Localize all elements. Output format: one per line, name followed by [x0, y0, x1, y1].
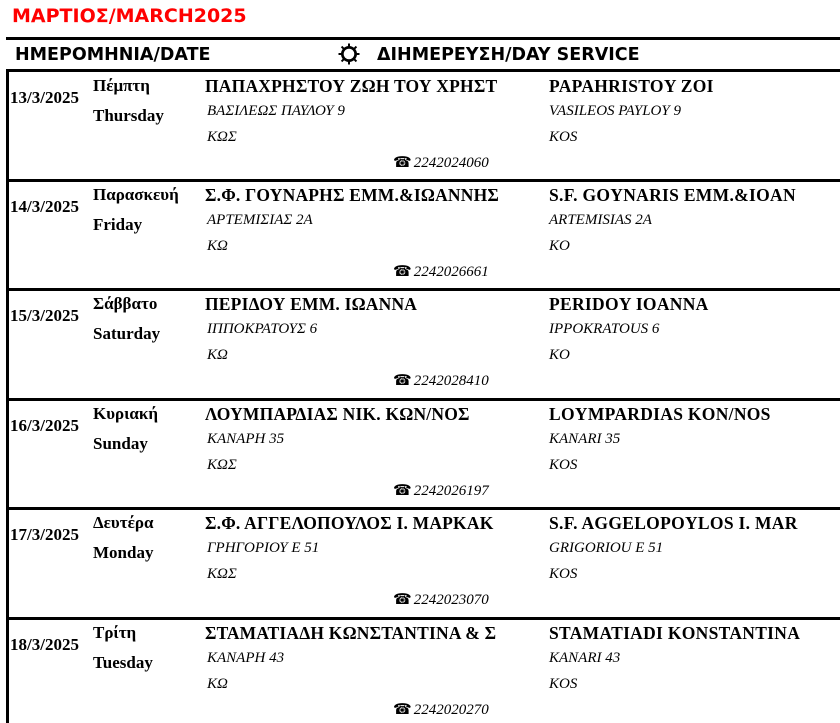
duty-date: 17/3/2025: [10, 525, 79, 544]
city-english: KOS: [549, 566, 578, 582]
pharmacy-name-greek: Σ.Φ. ΓΟΥΝΑΡΗΣ ΕΜΜ.&ΙΩΑΝΝΗΣ: [205, 185, 500, 205]
table-row: [0, 179, 840, 288]
row-divider: [6, 507, 840, 510]
day-name-english: Monday: [93, 543, 154, 562]
telephone-icon: ☎: [393, 373, 412, 389]
day-name-english: Tuesday: [93, 653, 153, 672]
city-english: KO: [549, 238, 570, 254]
sun-gear-icon: [338, 43, 360, 65]
phone-number-text: 2242024060: [413, 155, 489, 171]
table-row: [0, 507, 840, 617]
page-title: ΜΑΡΤΙΟΣ/MARCH2025: [12, 5, 247, 27]
city-greek: ΚΩΣ: [207, 457, 237, 473]
phone-number[interactable]: [393, 262, 489, 281]
day-name-greek: Κυριακή: [93, 404, 158, 423]
header-top-rule: [6, 37, 840, 40]
city-greek: ΚΩ: [207, 238, 228, 254]
phone-number[interactable]: [393, 371, 489, 390]
telephone-icon: ☎: [393, 592, 412, 608]
day-name-greek: Παρασκευή: [93, 185, 179, 204]
city-greek: ΚΩ: [207, 676, 228, 692]
telephone-icon: ☎: [393, 483, 412, 499]
row-divider: [6, 617, 840, 620]
pharmacy-name-english: PAPAHRISTOY ZOI: [549, 76, 714, 96]
row-divider: [6, 288, 840, 291]
duty-date: 18/3/2025: [10, 635, 79, 654]
day-name-greek: Σάββατο: [93, 294, 158, 313]
telephone-icon: ☎: [393, 155, 412, 171]
phone-number-text: 2242026661: [413, 264, 489, 280]
date-column-header: ΗΜΕΡΟΜΗΝΙΑ/DATE: [15, 45, 211, 65]
table-header: [0, 42, 840, 70]
address-english: VASILEOS PAYLOY 9: [549, 103, 681, 119]
day-name-greek: Δευτέρα: [93, 513, 154, 532]
table-row: [0, 617, 840, 723]
table-row: [0, 398, 840, 507]
row-divider: [6, 179, 840, 182]
address-greek: ΓΡΗΓΟΡΙΟΥ Ε 51: [207, 540, 320, 556]
phone-number[interactable]: [393, 481, 489, 500]
address-greek: ΑΡΤΕΜΙΣΙΑΣ 2Α: [207, 212, 313, 228]
row-left-rule: [6, 617, 9, 723]
row-divider: [6, 398, 840, 401]
pharmacy-name-english: S.F. GOYNARIS EMM.&IOAN: [549, 185, 796, 205]
city-english: KO: [549, 347, 570, 363]
phone-number-text: 2242020270: [413, 702, 489, 718]
phone-number-text: 2242023070: [413, 592, 489, 608]
row-left-rule: [6, 288, 9, 398]
address-greek: ΚΑΝΑΡΗ 35: [207, 431, 285, 447]
pharmacy-name-greek: Σ.Φ. ΑΓΓΕΛΟΠΟΥΛΟΣ Ι. ΜΑΡΚΑΚ: [205, 513, 494, 533]
pharmacy-name-english: LOYMPARDIAS KON/NOS: [549, 404, 771, 424]
duty-date: 14/3/2025: [10, 197, 79, 216]
phone-number[interactable]: [393, 153, 489, 172]
phone-number-text: 2242028410: [413, 373, 489, 389]
city-english: KOS: [549, 129, 578, 145]
day-name-english: Sunday: [93, 434, 148, 453]
phone-number-text: 2242026197: [413, 483, 489, 499]
address-greek: ΒΑΣΙΛΕΩΣ ΠΑΥΛΟΥ 9: [207, 103, 345, 119]
day-service-column-header: ΔΙΗΜΕΡΕΥΣΗ/DAY SERVICE: [377, 45, 640, 65]
row-left-rule: [6, 507, 9, 617]
pharmacy-name-greek: ΣΤΑΜΑΤΙΑΔΗ ΚΩΝΣΤΑΝΤΙΝΑ & Σ: [205, 623, 497, 643]
telephone-icon: ☎: [393, 264, 412, 280]
address-greek: ΙΠΠΟΚΡΑΤΟΥΣ 6: [207, 321, 318, 337]
pharmacy-name-english: S.F. AGGELOPOYLOS I. MAR: [549, 513, 798, 533]
table-row: [0, 288, 840, 398]
city-greek: ΚΩΣ: [207, 566, 237, 582]
phone-number[interactable]: [393, 700, 489, 719]
pharmacy-name-greek: ΛΟΥΜΠΑΡΔΙΑΣ ΝΙΚ. ΚΩΝ/ΝΟΣ: [205, 404, 470, 424]
address-english: ARTEMISIAS 2A: [549, 212, 652, 228]
address-english: IPPOKRATOUS 6: [549, 321, 660, 337]
address-english: GRIGORIOU E 51: [549, 540, 664, 556]
row-left-rule: [6, 179, 9, 288]
telephone-icon: ☎: [393, 702, 412, 718]
day-name-greek: Τρίτη: [93, 623, 137, 642]
city-greek: ΚΩΣ: [207, 129, 237, 145]
day-name-english: Saturday: [93, 324, 161, 343]
pharmacy-name-english: PERIDOY IOANNA: [549, 294, 709, 314]
day-name-english: Thursday: [93, 106, 164, 125]
city-greek: ΚΩ: [207, 347, 228, 363]
row-left-rule: [6, 398, 9, 507]
day-name-greek: Πέμπτη: [93, 76, 150, 95]
address-english: KANARI 35: [549, 431, 621, 447]
phone-number[interactable]: [393, 590, 489, 609]
pharmacy-name-greek: ΠΕΡΙΔΟΥ ΕΜΜ. ΙΩΑΝΝΑ: [205, 294, 418, 314]
address-english: KANARI 43: [549, 650, 621, 666]
row-left-rule: [6, 70, 9, 179]
pharmacy-name-english: STAMATIADI KONSTANTINA: [549, 623, 801, 643]
duty-date: 13/3/2025: [10, 88, 79, 107]
table-row: [0, 70, 840, 179]
city-english: KOS: [549, 676, 578, 692]
duty-date: 16/3/2025: [10, 416, 79, 435]
day-name-english: Friday: [93, 215, 143, 234]
address-greek: ΚΑΝΑΡΗ 43: [207, 650, 285, 666]
pharmacy-name-greek: ΠΑΠΑΧΡΗΣΤΟΥ ΖΩΗ ΤΟΥ ΧΡΗΣΤ: [205, 76, 498, 96]
duty-date: 15/3/2025: [10, 306, 79, 325]
city-english: KOS: [549, 457, 578, 473]
